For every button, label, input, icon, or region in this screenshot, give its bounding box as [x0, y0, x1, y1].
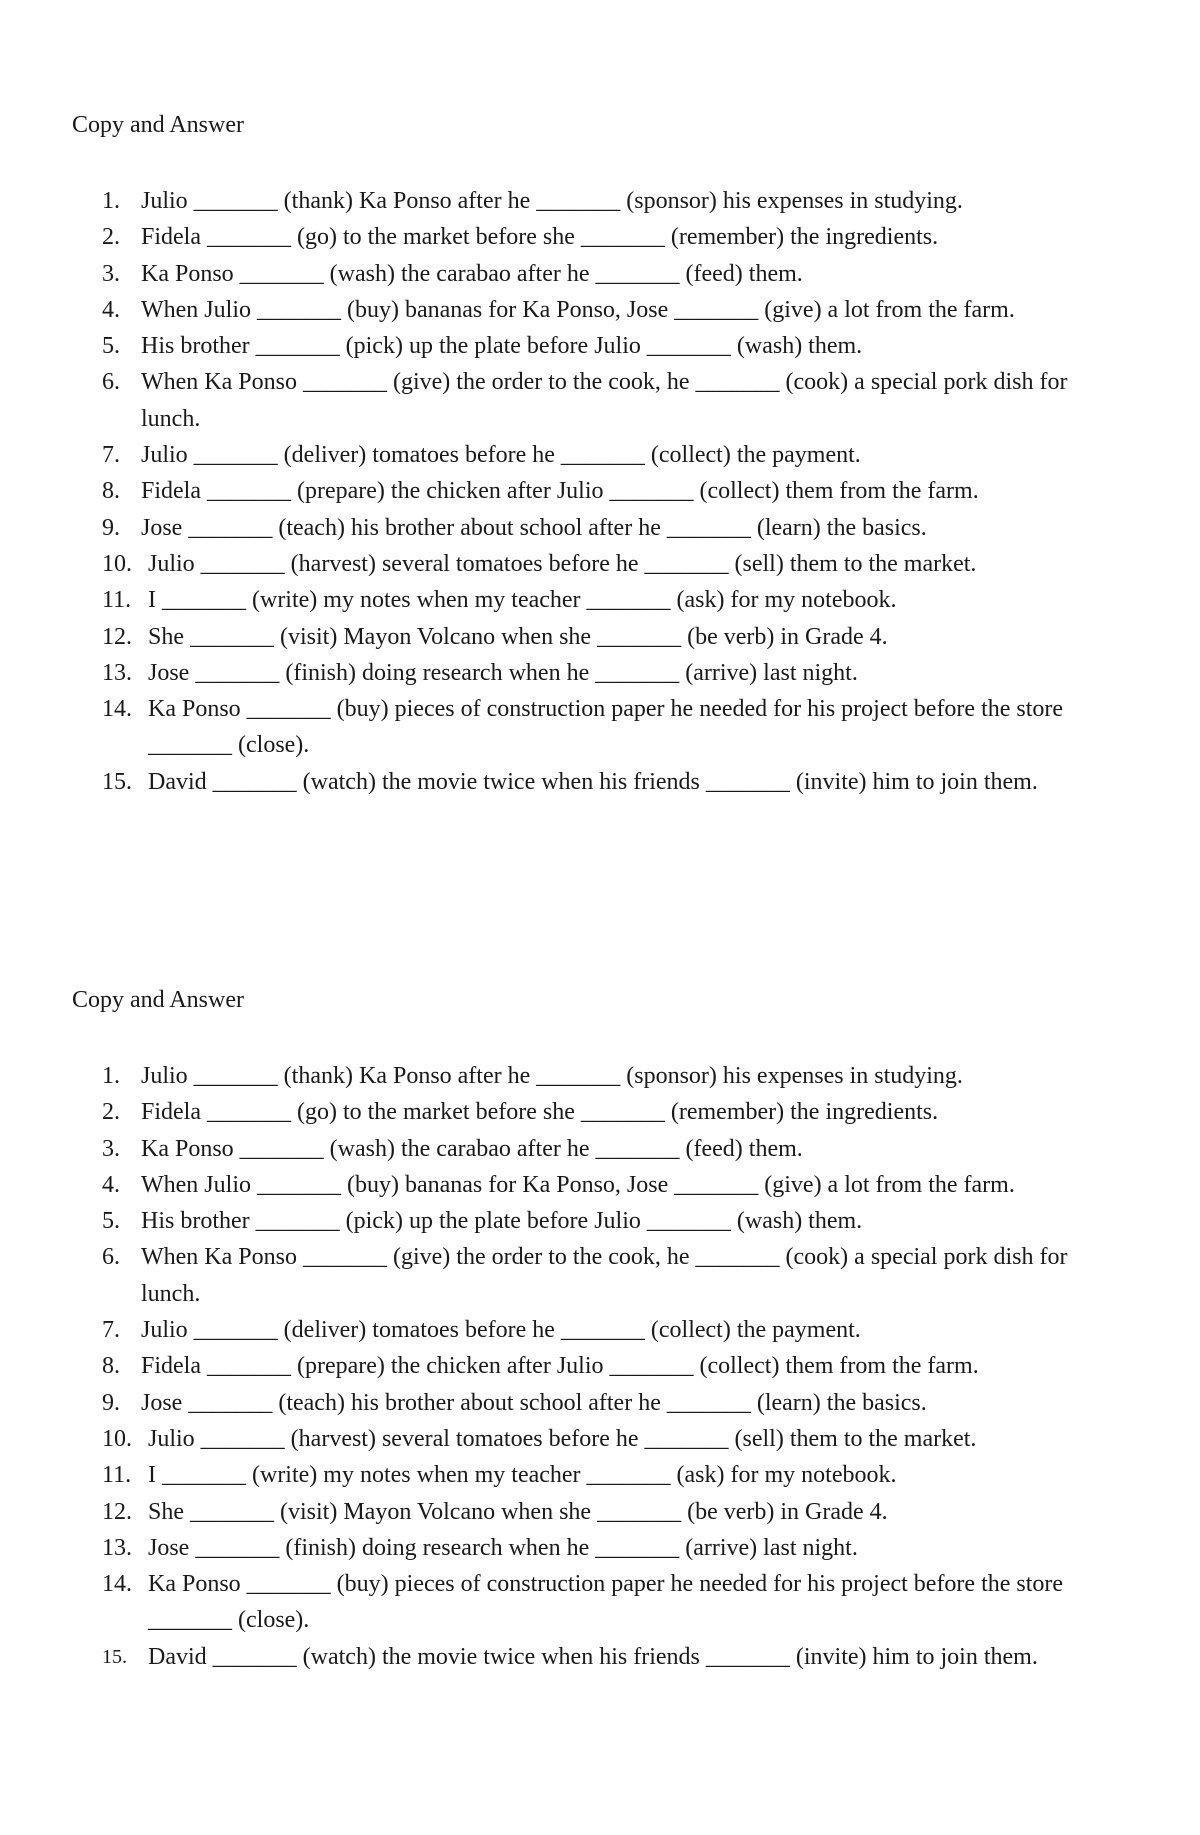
- item-text: His brother _______ (pick) up the plate before Julio _______ (wash) them.: [141, 333, 863, 360]
- item-number: 4.: [102, 296, 120, 323]
- item-text: Jose _______ (teach) his brother about school after he _______ (learn) the basics.: [141, 514, 927, 541]
- item-number: 6.: [102, 1244, 120, 1271]
- item-number: 5.: [102, 333, 120, 360]
- item-number: 2.: [102, 1099, 120, 1126]
- list-item: [0, 1312, 1200, 1348]
- item-number: 8.: [102, 478, 120, 505]
- item-text: When Ka Ponso _______ (give) the order to the cook, he _______ (cook) a special pork dish for lunch.: [141, 369, 1068, 432]
- item-number: 3.: [102, 260, 120, 287]
- list-item: [0, 183, 1200, 219]
- item-text: David _______ (watch) the movie twice when his friends _______ (invite) him to join them.: [148, 1643, 1038, 1670]
- list-item: [0, 473, 1200, 509]
- list-item: [0, 437, 1200, 473]
- list-item: [0, 655, 1200, 691]
- list-item: [0, 364, 1200, 437]
- item-number: 12.: [102, 1498, 132, 1525]
- item-text: When Ka Ponso _______ (give) the order to the cook, he _______ (cook) a special pork dish for lunch.: [141, 1244, 1068, 1307]
- item-number: 10.: [102, 550, 132, 577]
- item-number: 14.: [102, 1571, 132, 1598]
- item-text: I _______ (write) my notes when my teacher _______ (ask) for my notebook.: [148, 587, 897, 614]
- list-item: [0, 1167, 1200, 1203]
- item-text: When Julio _______ (buy) bananas for Ka Ponso, Jose _______ (give) a lot from the farm.: [141, 1171, 1015, 1198]
- list-item: [0, 219, 1200, 255]
- item-text: When Julio _______ (buy) bananas for Ka Ponso, Jose _______ (give) a lot from the farm.: [141, 296, 1015, 323]
- item-number: 2.: [102, 224, 120, 251]
- list-item: [0, 764, 1200, 800]
- item-number: 8.: [102, 1353, 120, 1380]
- item-text: Julio _______ (harvest) several tomatoes before he _______ (sell) them to the market.: [148, 550, 977, 577]
- item-number: 9.: [102, 514, 120, 541]
- section-title: Copy and Answer: [72, 987, 244, 1013]
- list-item: [0, 1385, 1200, 1421]
- item-number: 10.: [102, 1425, 132, 1452]
- item-text: Jose _______ (finish) doing research when he _______ (arrive) last night.: [148, 659, 858, 686]
- item-text: Fidela _______ (go) to the market before she _______ (remember) the ingredients.: [141, 224, 939, 251]
- item-text: Ka Ponso _______ (wash) the carabao after he _______ (feed) them.: [141, 1135, 803, 1162]
- list-item: [0, 1058, 1200, 1094]
- item-number: 12.: [102, 623, 132, 650]
- item-text: Fidela _______ (prepare) the chicken after Julio _______ (collect) them from the farm.: [141, 478, 979, 505]
- list-item: [0, 582, 1200, 618]
- item-number: 13.: [102, 659, 132, 686]
- item-text: Julio _______ (thank) Ka Ponso after he _______ (sponsor) his expenses in studying.: [141, 1063, 963, 1089]
- list-item: [0, 1639, 1200, 1675]
- item-number: 1.: [102, 1063, 120, 1089]
- item-number: 1.: [102, 188, 120, 214]
- item-number: 15.: [102, 768, 132, 795]
- item-text: His brother _______ (pick) up the plate before Julio _______ (wash) them.: [141, 1208, 863, 1235]
- item-text: Fidela _______ (prepare) the chicken after Julio _______ (collect) them from the farm.: [141, 1353, 979, 1380]
- list-item: [0, 1566, 1200, 1639]
- item-text: Julio _______ (thank) Ka Ponso after he _______ (sponsor) his expenses in studying.: [141, 188, 963, 214]
- item-number: 5.: [102, 1208, 120, 1235]
- list-item: [0, 619, 1200, 655]
- item-text: Ka Ponso _______ (wash) the carabao after he _______ (feed) them.: [141, 260, 803, 287]
- list-item: [0, 1530, 1200, 1566]
- item-number: 4.: [102, 1171, 120, 1198]
- item-text: Ka Ponso _______ (buy) pieces of construction paper he needed for his project before the store _______ (close).: [148, 1571, 1064, 1634]
- list-item: [0, 256, 1200, 292]
- item-text: Julio _______ (deliver) tomatoes before he _______ (collect) the payment.: [141, 442, 861, 469]
- list-item: [0, 1203, 1200, 1239]
- exercise-list: [0, 183, 1200, 800]
- item-text: Ka Ponso _______ (buy) pieces of construction paper he needed for his project before the store _______ (close).: [148, 696, 1064, 759]
- item-text: Julio _______ (deliver) tomatoes before he _______ (collect) the payment.: [141, 1317, 861, 1344]
- item-number: 3.: [102, 1135, 120, 1162]
- item-number: 9.: [102, 1389, 120, 1416]
- list-item: [0, 1094, 1200, 1130]
- item-text: Jose _______ (teach) his brother about school after he _______ (learn) the basics.: [141, 1389, 927, 1416]
- item-number: 15.: [102, 1645, 127, 1668]
- item-text: Fidela _______ (go) to the market before she _______ (remember) the ingredients.: [141, 1099, 939, 1126]
- item-text: Julio _______ (harvest) several tomatoes before he _______ (sell) them to the market.: [148, 1425, 977, 1452]
- list-item: [0, 1494, 1200, 1530]
- list-item: [0, 1239, 1200, 1312]
- item-text: David _______ (watch) the movie twice when his friends _______ (invite) him to join them.: [148, 768, 1038, 795]
- list-item: [0, 546, 1200, 582]
- item-number: 14.: [102, 696, 132, 723]
- item-number: 6.: [102, 369, 120, 396]
- item-number: 11.: [102, 1462, 132, 1489]
- exercise-list: [0, 1058, 1200, 1675]
- item-text: She _______ (visit) Mayon Volcano when she _______ (be verb) in Grade 4.: [148, 1498, 888, 1525]
- item-number: 13.: [102, 1534, 132, 1561]
- item-number: 11.: [102, 587, 132, 614]
- list-item: [0, 1131, 1200, 1167]
- item-number: 7.: [102, 1317, 120, 1344]
- item-text: Jose _______ (finish) doing research when he _______ (arrive) last night.: [148, 1534, 858, 1561]
- list-item: [0, 1457, 1200, 1493]
- item-text: I _______ (write) my notes when my teacher _______ (ask) for my notebook.: [148, 1462, 897, 1489]
- list-item: [0, 510, 1200, 546]
- list-item: [0, 292, 1200, 328]
- section-title: Copy and Answer: [72, 112, 244, 138]
- item-number: 7.: [102, 442, 120, 469]
- item-text: She _______ (visit) Mayon Volcano when she _______ (be verb) in Grade 4.: [148, 623, 888, 650]
- list-item: [0, 328, 1200, 364]
- list-item: [0, 1348, 1200, 1384]
- list-item: [0, 1421, 1200, 1457]
- list-item: [0, 691, 1200, 764]
